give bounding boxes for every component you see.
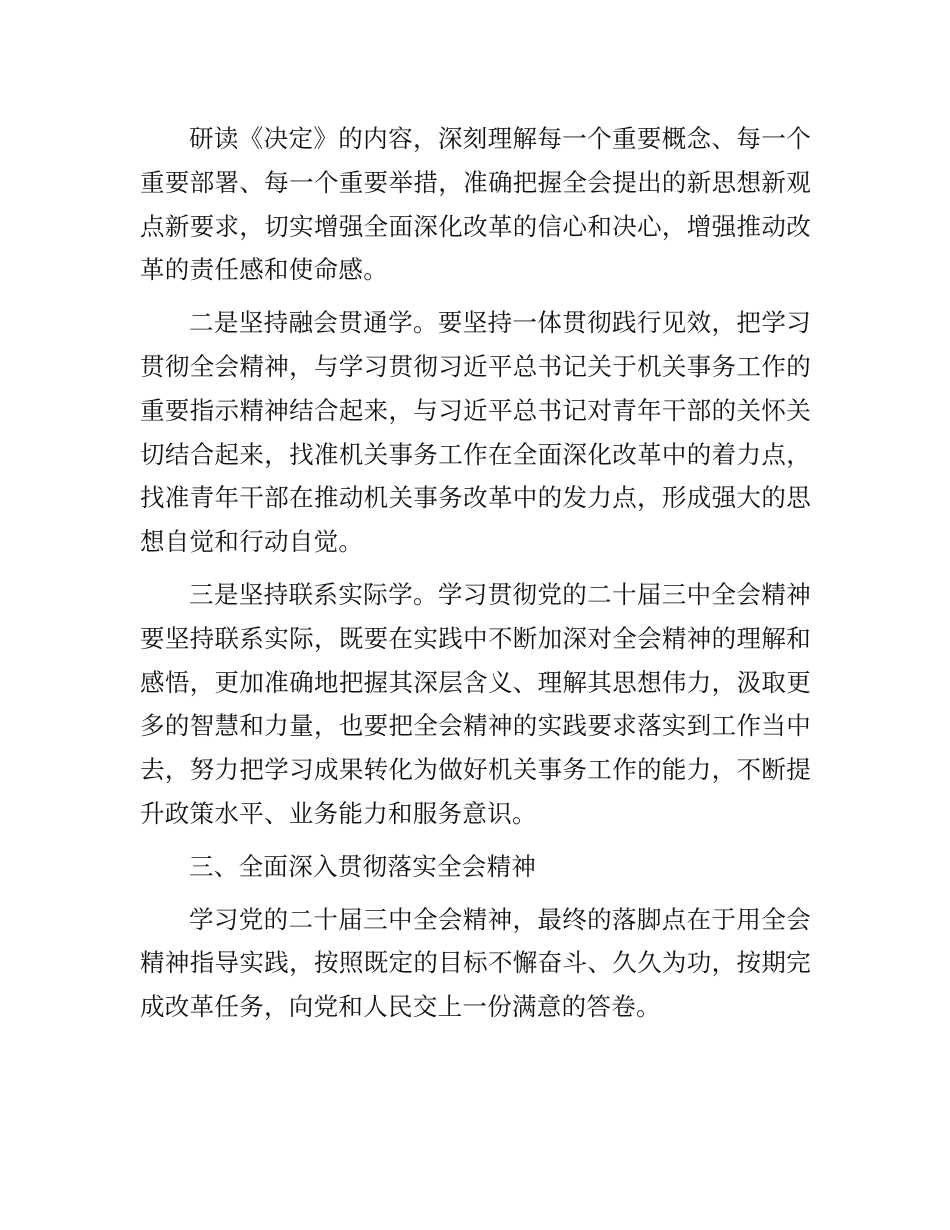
section-heading: 三、全面深入贯彻落实全会精神 (189, 851, 537, 881)
paragraph-closing: 学习党的二十届三中全会精神，最终的落脚点在于用全会精神指导实践，按照既定的目标不懈奋斗、久久为功，按期完成改革任务，向党和人民交上一份满意的答卷。 (140, 904, 811, 1022)
document-body (140, 117, 811, 1038)
paragraph-integrated-study: 二是坚持融会贯通学。要坚持一体贯彻践行见效，把学习贯彻全会精神，与学习贯彻习近平总书记关于机关事务工作的重要指示精神结合起来，与习近平总书记对青年干部的关怀关切结合起来，找准机关事务工作在全面深化改革中的着力点，找准青年干部在推动机关事务改革中的发力点，形成强大的思想自觉和行动自觉。 (140, 308, 811, 557)
paragraph-practical-study: 三是坚持联系实际学。学习贯彻党的二十届三中全会精神要坚持联系实际，既要在实践中不断加深对全会精神的理解和感悟，更加准确地把握其深层含义、理解其思想伟力，汲取更多的智慧和力量，也要把全会精神的实践要求落实到工作当中去，努力把学习成果转化为做好机关事务工作的能力，不断提升政策水平、业务能力和服务意识。 (140, 579, 811, 828)
paragraph-study-decision: 研读《决定》的内容，深刻理解每一个重要概念、每一个重要部署、每一个重要举措，准确把握全会提出的新思想新观点新要求，切实增强全面深化改革的信心和决心，增强推动改革的责任感和使命感。 (140, 124, 811, 285)
